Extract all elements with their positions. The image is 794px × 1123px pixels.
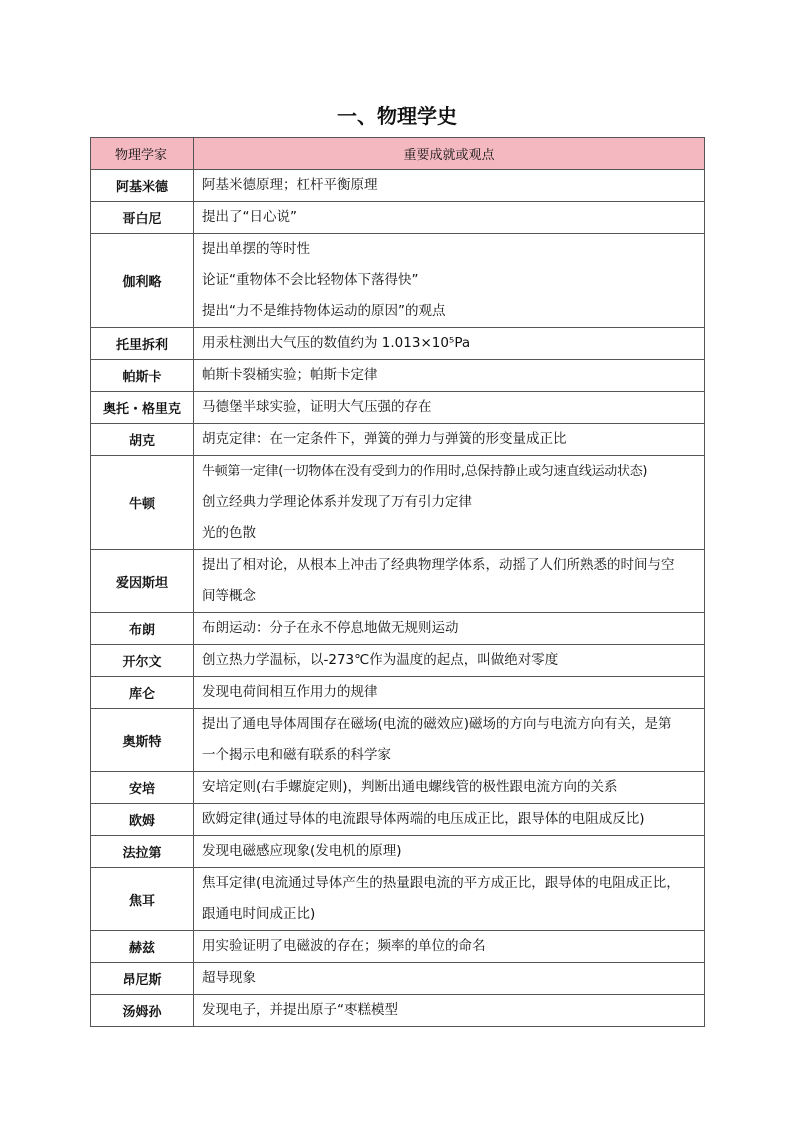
table-row [91,645,705,677]
achievement-line: 超导现象 [202,970,256,986]
physicist-name: 爱因斯坦 [91,550,194,613]
physicist-name: 开尔文 [91,645,194,677]
physicist-name: 伽利略 [91,234,194,328]
table-row [91,234,705,328]
table-row [91,709,705,772]
table-row [91,772,705,804]
physicist-name: 哥白尼 [91,202,194,234]
table-row [91,995,705,1027]
achievement-line: 用汞柱测出大气压的数值约为 1.013×10⁵Pa [202,335,471,351]
table-row [91,550,705,613]
physicist-name: 帕斯卡 [91,360,194,392]
achievement-cell [194,550,705,613]
achievement-line: 牛顿第一定律(一切物体在没有受到力的作用时,总保持静止或匀速直线运动状态) [202,464,648,479]
table-body [91,170,705,1027]
achievement-cell [194,613,705,645]
achievement-line: 间等概念 [202,588,256,604]
achievement-line: 马德堡半球实验，证明大气压强的存在 [202,399,432,415]
achievement-line: 阿基米德原理；杠杆平衡原理 [202,177,378,193]
achievement-line: 安培定则(右手螺旋定则)，判断出通电螺线管的极性跟电流方向的关系 [202,779,618,795]
table-header-row [91,138,705,170]
achievement-cell [194,836,705,868]
achievement-line: 一个揭示电和磁有联系的科学家 [202,747,391,763]
achievement-line: 提出“力不是维持物体运动的原因”的观点 [202,303,446,319]
achievement-line: 提出单摆的等时性 [202,241,310,257]
achievement-cell [194,772,705,804]
achievement-line: 提出了相对论，从根本上冲击了经典物理学体系，动摇了人们所熟悉的时间与空 [202,557,675,573]
achievement-line: 帕斯卡裂桶实验；帕斯卡定律 [202,367,378,383]
physicist-name: 托里拆利 [91,328,194,360]
achievement-line: 创立热力学温标，以-273℃作为温度的起点，叫做绝对零度 [202,652,559,668]
achievement-cell [194,424,705,456]
table-row [91,613,705,645]
achievement-cell [194,456,705,550]
achievement-line: 胡克定律：在一定条件下，弹簧的弹力与弹簧的形变量成正比 [202,431,567,447]
physicist-name: 安培 [91,772,194,804]
physicist-name: 汤姆孙 [91,995,194,1027]
physicist-name: 牛顿 [91,456,194,550]
header-physicist: 物理学家 [91,138,194,170]
physicist-name: 焦耳 [91,868,194,931]
physicist-name: 赫兹 [91,931,194,963]
table-row [91,328,705,360]
achievement-cell [194,677,705,709]
achievement-cell [194,202,705,234]
achievement-line: 创立经典力学理论体系并发现了万有引力定律 [202,494,472,510]
achievement-line: 布朗运动：分子在永不停息地做无规则运动 [202,620,459,636]
physicist-name: 奥托・格里克 [91,392,194,424]
achievement-line: 跟通电时间成正比) [202,906,316,922]
achievement-cell [194,234,705,328]
table-row [91,202,705,234]
achievement-line: 发现电磁感应现象(发电机的原理) [202,843,402,859]
achievement-cell [194,995,705,1027]
achievement-line: 欧姆定律(通过导体的电流跟导体两端的电压成正比，跟导体的电阻成反比) [202,811,645,827]
achievement-line: 光的色散 [202,525,256,541]
achievement-cell [194,931,705,963]
table-row [91,677,705,709]
physicist-name: 布朗 [91,613,194,645]
header-achievement: 重要成就或观点 [194,138,705,170]
table-row [91,456,705,550]
table-row [91,360,705,392]
physics-history-table [90,137,705,1027]
physicist-name: 胡克 [91,424,194,456]
table-row [91,836,705,868]
achievement-cell [194,170,705,202]
table-row [91,392,705,424]
table-row [91,424,705,456]
achievement-cell [194,963,705,995]
table-row [91,931,705,963]
achievement-line: 论证“重物体不会比轻物体下落得快” [202,272,419,288]
table-row [91,868,705,931]
achievement-line: 焦耳定律(电流通过导体产生的热量跟电流的平方成正比，跟导体的电阻成正比， [202,875,680,891]
page-title: 一、物理学史 [337,104,457,128]
achievement-cell [194,392,705,424]
physicist-name: 法拉第 [91,836,194,868]
achievement-line: 提出了通电导体周围存在磁场(电流的磁效应)磁场的方向与电流方向有关，是第 [202,716,672,732]
achievement-cell [194,328,705,360]
physicist-name: 欧姆 [91,804,194,836]
achievement-cell [194,360,705,392]
physicist-name: 奥斯特 [91,709,194,772]
achievement-line: 发现电荷间相互作用力的规律 [202,684,378,700]
physicist-name: 昂尼斯 [91,963,194,995]
physicist-name: 库仑 [91,677,194,709]
achievement-cell [194,645,705,677]
achievement-cell [194,868,705,931]
achievement-line: 提出了“日心说” [202,209,297,225]
table-row [91,804,705,836]
table-row [91,170,705,202]
table-row [91,963,705,995]
achievement-cell [194,709,705,772]
achievement-line: 用实验证明了电磁波的存在；频率的单位的命名 [202,938,486,954]
achievement-line: 发现电子，并提出原子“枣糕模型 [202,1002,398,1018]
physicist-name: 阿基米德 [91,170,194,202]
achievement-cell [194,804,705,836]
